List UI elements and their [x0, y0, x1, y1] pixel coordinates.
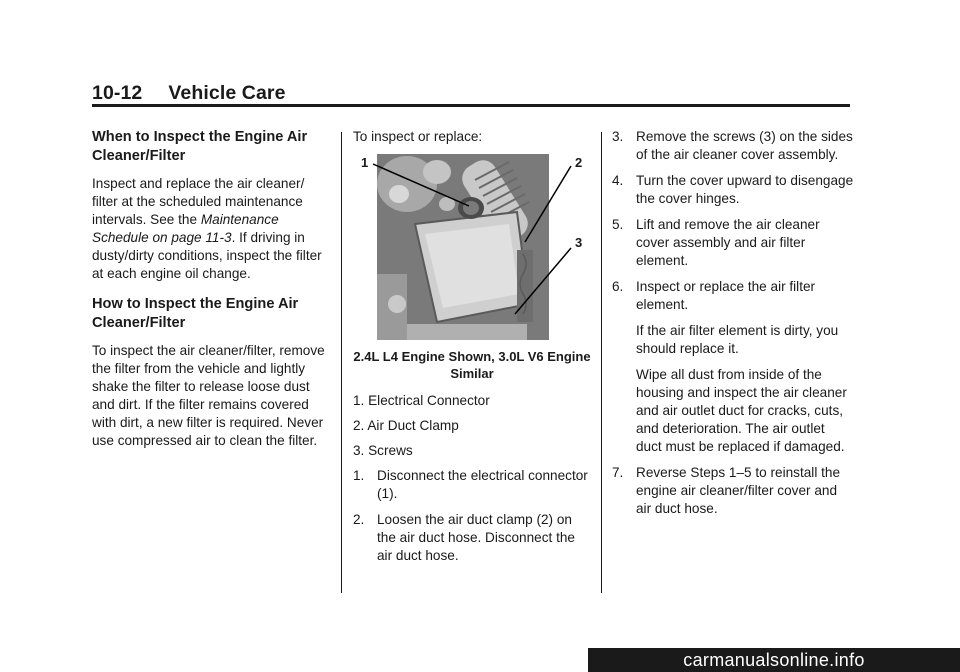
steps-list-b: [612, 128, 854, 518]
step-number: 3.: [612, 129, 624, 144]
column-2: [353, 128, 591, 573]
column-3: [612, 128, 854, 526]
legend-item: 2. Air Duct Clamp: [353, 418, 459, 433]
legend-item: 1. Electrical Connector: [353, 393, 490, 408]
step-number: 4.: [612, 173, 624, 188]
paragraph-text: Inspect and replace the air cleaner/ filter at the scheduled maintenance intervals. See the: [92, 176, 305, 227]
step-number: 1.: [353, 468, 365, 483]
figure-legend: [353, 392, 591, 460]
steps-list-a: [353, 467, 591, 565]
callout-1: 1: [361, 155, 369, 170]
step-text: Reverse Steps 1–5 to reinstall the engine air cleaner/filter cover and air duct hose.: [636, 465, 841, 516]
header-rule: [92, 104, 850, 107]
step-item: [612, 278, 854, 456]
step-text: Inspect or replace the air filter element.: [636, 279, 816, 312]
step-item: [612, 216, 854, 270]
section-title: Vehicle Care: [168, 82, 286, 104]
callout-2: 2: [575, 155, 583, 170]
step-item: [612, 464, 854, 518]
paragraph-text: . If driving in dusty/dirty conditions, inspect the filter at each engine oil change.: [92, 230, 322, 281]
step-text: Disconnect the electrical connector (1).: [377, 468, 588, 501]
engine-figure: [353, 154, 591, 342]
legend-item: 3. Screws: [353, 443, 413, 458]
maintenance-schedule-link[interactable]: Maintenance Schedule on page 11-3: [92, 212, 279, 245]
step-text: Lift and remove the air cleaner cover assembly and air filter element.: [636, 217, 820, 268]
step-note: Wipe all dust from inside of the housing and inspect the air cleaner and air outlet duct for cracks, cuts, and deterioration. The air outlet duct must be replaced if damaged.: [636, 367, 847, 454]
paragraph-how-to-inspect: To inspect the air cleaner/filter, remove the filter from the vehicle and lightly shake the filter to release loose dust and dirt. If the filter remains covered with dirt, a new filter is required. Never use compressed air to clean the filter.: [92, 343, 325, 448]
page-number: 10-12: [92, 82, 143, 104]
callout-3: 3: [575, 235, 583, 250]
intro-text: To inspect or replace:: [353, 129, 483, 144]
step-text: Loosen the air duct clamp (2) on the air duct hose. Disconnect the air duct hose.: [377, 512, 575, 563]
column-divider-left: [341, 132, 342, 593]
site-watermark: carmanualsonline.info: [588, 648, 960, 672]
heading-when-to-inspect: When to Inspect the Engine Air Cleaner/Filter: [92, 129, 308, 164]
step-item: [353, 467, 591, 503]
step-number: 6.: [612, 279, 624, 294]
step-text: Remove the screws (3) on the sides of the air cleaner cover assembly.: [636, 129, 853, 162]
step-item: [353, 511, 591, 565]
step-item: [612, 172, 854, 208]
step-number: 7.: [612, 465, 624, 480]
figure-caption: 2.4L L4 Engine Shown, 3.0L V6 Engine Similar: [353, 349, 591, 381]
page-header: [92, 82, 286, 105]
step-number: 5.: [612, 217, 624, 232]
step-item: [612, 128, 854, 164]
callout-leaders: [353, 154, 591, 342]
heading-how-to-inspect: How to Inspect the Engine Air Cleaner/Filter: [92, 296, 299, 331]
column-divider-right: [601, 132, 602, 593]
step-number: 2.: [353, 512, 365, 527]
column-1: [92, 128, 330, 458]
step-note: If the air filter element is dirty, you should replace it.: [636, 323, 839, 356]
paragraph-inspect-schedule: [92, 175, 330, 283]
step-text: Turn the cover upward to disengage the cover hinges.: [636, 173, 854, 206]
